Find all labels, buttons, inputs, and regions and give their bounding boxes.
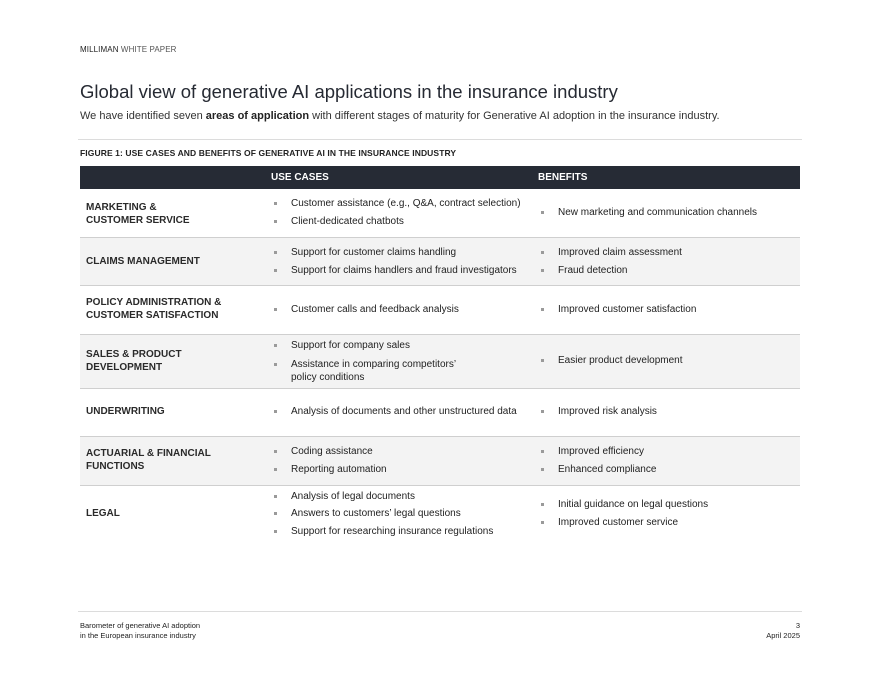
brand-name: MILLIMAN [80, 45, 119, 54]
use-cases-cell [271, 197, 521, 228]
table-row [80, 389, 800, 437]
area-label-line: MARKETING & [86, 202, 157, 213]
benefit-item: Enhanced compliance [538, 463, 656, 476]
use-cases-cell [271, 339, 456, 384]
benefit-item: Improved customer satisfaction [538, 303, 696, 316]
document-kind: WHITE PAPER [120, 45, 177, 54]
use-case-item: Support for claims handlers and fraud investigators [271, 264, 517, 277]
area-label [86, 507, 120, 520]
use-case-item: Coding assistance [271, 445, 387, 458]
area-label-line: CLAIMS MANAGEMENT [86, 256, 200, 267]
footer-title-line: in the European insurance industry [80, 631, 196, 640]
use-case-item: Customer calls and feedback analysis [271, 303, 459, 316]
area-label-line: UNDERWRITING [86, 406, 165, 417]
benefit-item: New marketing and communication channels [538, 206, 757, 219]
benefits-cell [538, 405, 657, 418]
area-label [86, 405, 165, 418]
use-case-item: Customer assistance (e.g., Q&A, contract selection) [271, 197, 521, 210]
benefits-cell [538, 445, 656, 476]
footer-divider [78, 611, 802, 612]
intro-text-bold: areas of application [205, 110, 310, 122]
use-case-item: Support for researching insurance regulations [271, 525, 493, 538]
benefit-item: Improved customer service [538, 516, 708, 529]
intro-text-start: We have identified seven [80, 110, 206, 122]
use-case-item: Analysis of documents and other unstructured data [271, 405, 517, 418]
table-row [80, 238, 800, 286]
benefit-item: Improved claim assessment [538, 246, 682, 259]
use-cases-cell [271, 445, 387, 476]
benefits-cell [538, 303, 696, 316]
figure-caption: FIGURE 1: USE CASES AND BENEFITS OF GENERATIVE AI IN THE INSURANCE INDUSTRY [80, 148, 457, 158]
use-cases-cell [271, 490, 493, 538]
use-case-item: Support for company sales [271, 339, 456, 352]
use-case-item: Reporting automation [271, 463, 387, 476]
table-row [80, 286, 800, 335]
running-header [80, 45, 177, 54]
benefit-item: Easier product development [538, 354, 683, 367]
area-label-line: LEGAL [86, 508, 120, 519]
use-cases-cell [271, 303, 459, 316]
benefit-item: Initial guidance on legal questions [538, 498, 708, 511]
footer-title-line: Barometer of generative AI adoption [80, 621, 201, 630]
benefits-cell [538, 354, 683, 367]
use-case-item: Client-dedicated chatbots [271, 215, 521, 228]
table-row [80, 335, 800, 389]
area-label [86, 201, 190, 227]
area-label-line: CUSTOMER SERVICE [86, 215, 190, 226]
benefits-cell [538, 246, 682, 277]
use-cases-cell [271, 405, 517, 418]
use-cases-cell [271, 246, 517, 277]
table-row [80, 437, 800, 486]
intro-text-end: with different stages of maturity for Generative AI adoption in the insurance industry. [309, 110, 720, 122]
area-label [86, 255, 200, 268]
benefit-item: Improved risk analysis [538, 405, 657, 418]
benefit-item: Improved efficiency [538, 445, 656, 458]
page-title: Global view of generative AI applications in the insurance industry [80, 81, 618, 102]
use-case-item: Answers to customers’ legal questions [271, 507, 493, 520]
benefits-cell [538, 498, 708, 529]
table-header [80, 166, 800, 189]
table-row [80, 189, 800, 238]
benefits-cell [538, 206, 757, 219]
area-label-line: CUSTOMER SATISFACTION [86, 310, 219, 321]
footer-page-info [766, 621, 800, 641]
table-row [80, 486, 800, 542]
area-label [86, 296, 221, 322]
area-label [86, 348, 182, 374]
publication-date: April 2025 [766, 631, 800, 640]
divider [78, 139, 802, 140]
intro-paragraph [80, 110, 720, 122]
use-case-item: Assistance in comparing competitors’ [271, 358, 456, 371]
area-label-line: FUNCTIONS [86, 461, 145, 472]
use-cases-header: USE CASES [271, 172, 329, 183]
benefits-header: BENEFITS [538, 172, 588, 183]
use-cases-table [80, 166, 800, 542]
area-label-line: SALES & PRODUCT [86, 349, 182, 360]
area-label-line: ACTUARIAL & FINANCIAL [86, 448, 211, 459]
use-case-item: Analysis of legal documents [271, 490, 493, 503]
use-case-item-continuation: policy conditions [291, 372, 365, 383]
area-label-line: DEVELOPMENT [86, 362, 163, 373]
area-label-line: POLICY ADMINISTRATION & [86, 297, 222, 308]
benefit-item: Fraud detection [538, 264, 682, 277]
page-number: 3 [795, 621, 800, 630]
footer-document-title [80, 621, 200, 641]
area-label [86, 447, 211, 473]
use-case-item: Support for customer claims handling [271, 246, 517, 259]
